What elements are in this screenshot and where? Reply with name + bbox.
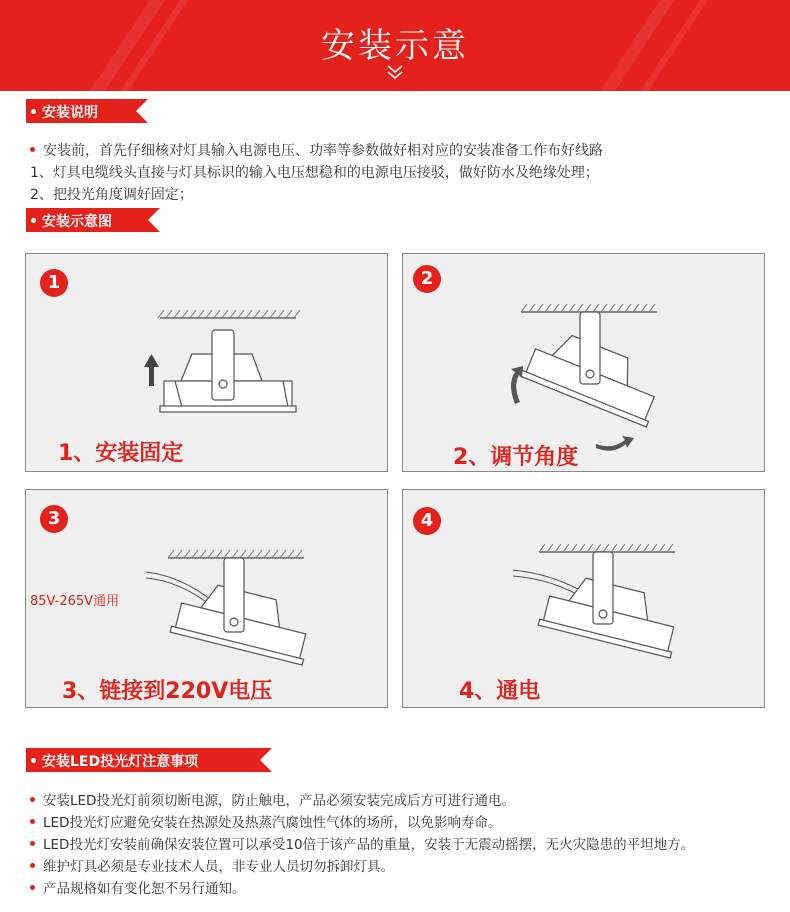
header-banner (0, 0, 790, 91)
step-number-badge: 1 (40, 269, 68, 297)
bullet (30, 863, 35, 868)
page-title: 安装示意 (321, 26, 469, 66)
bullet (30, 885, 35, 890)
precaution-item (30, 789, 515, 809)
install-note-line-2: 2、把投光角度调好固定； (30, 187, 193, 203)
precaution-text: 安装LED投光灯前须切断电源，防止触电，产品必须安装完成后方可进行通电。 (43, 793, 515, 809)
install-note-line-1: 1、灯具电缆线头直接与灯具标识的输入电压想稳和的电源电压接驳，做好防水及绝缘处理； (30, 165, 599, 181)
step-caption: 1、安装固定 (58, 441, 184, 466)
ceiling-hatch-icon (158, 310, 300, 318)
precaution-item (30, 877, 246, 897)
tag-dot (31, 758, 36, 763)
section-tag-diagram (26, 208, 160, 232)
diagram-panel-4 (402, 489, 765, 708)
section-tag-precautions (26, 748, 272, 772)
precaution-item (30, 855, 394, 875)
mount-bracket (593, 552, 613, 624)
precaution-text: 维护灯具必须是专业技术人员，非专业人员切勿拆卸灯具。 (43, 859, 394, 875)
ceiling-hatch-icon (539, 544, 675, 552)
precaution-text: LED投光灯应避免安装在热源处及热蒸汽腐蚀性气体的场所，以免影响寿命。 (43, 815, 502, 831)
floodlight-icon (160, 330, 296, 412)
install-note-line-0 (30, 140, 603, 160)
mount-bracket (580, 312, 600, 384)
step-number-badge: 3 (40, 505, 68, 533)
install-note-text: 安装前，首先仔细核对灯具输入电源电压、功率等参数做好相对应的安装准备工作布好线路 (43, 143, 603, 159)
precaution-item (30, 811, 501, 831)
precaution-text: LED投光灯安装前确保安装位置可以承受10倍于该产品的重量，安装于无震动摇摆，无火灾隐患的平坦地方。 (43, 837, 695, 853)
mount-bracket (224, 558, 244, 632)
precaution-item (30, 833, 694, 853)
section-title-install-notes: 安装说明 (42, 105, 98, 121)
tag-dot (31, 218, 36, 223)
bullet (30, 147, 35, 152)
floodlight-illustration-4 (403, 490, 766, 709)
ceiling-hatch-icon (168, 550, 304, 558)
tag-dot (31, 109, 36, 114)
diagram-panel-3 (25, 489, 388, 708)
step-number-badge: 4 (413, 507, 441, 535)
step-caption: 4、通电 (459, 679, 541, 704)
section-title-precautions: 安装LED投光灯注意事项 (42, 754, 199, 770)
bullet (30, 819, 35, 824)
section-title-diagram: 安装示意图 (42, 214, 112, 230)
step-number-badge: 2 (413, 265, 441, 293)
step-caption: 3、链接到220V电压 (62, 679, 273, 704)
up-arrow-icon (144, 354, 159, 386)
bullet (30, 841, 35, 846)
chevron-down-icon (386, 64, 404, 80)
ceiling-hatch-icon (521, 304, 657, 312)
step-caption: 2、调节角度 (453, 445, 579, 470)
voltage-range-note: 85V-265V通用 (30, 594, 120, 609)
diagram-panel-2 (402, 253, 765, 472)
diagram-panel-1 (25, 253, 388, 472)
bullet (30, 797, 35, 802)
precaution-text: 产品规格如有变化恕不另行通知。 (43, 881, 246, 897)
power-cable (146, 572, 214, 608)
section-tag-install-notes (26, 99, 148, 123)
